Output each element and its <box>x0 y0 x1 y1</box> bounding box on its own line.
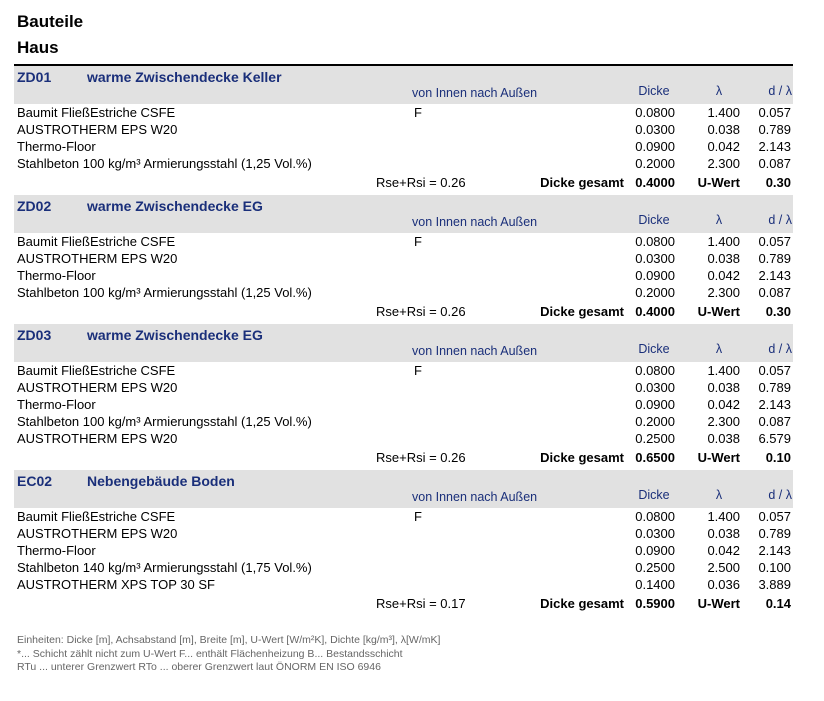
rse-rsi-value: Rse+Rsi = 0.26 <box>376 450 466 465</box>
section-code: ZD02 <box>17 198 52 214</box>
layer-name: Baumit FließEstriche CSFE <box>17 105 176 120</box>
layer-lambda: 1.400 <box>707 363 740 378</box>
rse-rsi-value: Rse+Rsi = 0.17 <box>376 596 466 611</box>
u-wert-value: 0.30 <box>765 304 791 319</box>
section-name: Nebengebäude Boden <box>87 473 235 489</box>
u-wert-label: U-Wert <box>697 450 740 465</box>
footnote-legend: *... Schicht zählt nicht zum U-Wert F... enthält Flächenheizung B... Bestandsschicht <box>17 648 403 660</box>
layer-name: Stahlbeton 140 kg/m³ Armierungsstahl (1,75 Vol.%) <box>17 560 312 575</box>
layer-list <box>14 233 793 301</box>
section-header <box>14 324 793 362</box>
layer-lambda: 0.038 <box>707 380 740 395</box>
layer-list <box>14 362 793 447</box>
layer-dicke: 0.0800 <box>635 363 675 378</box>
column-dicke-header: Dicke <box>638 342 670 356</box>
footnote-norm: RTu ... unterer Grenzwert RTo ... oberer Grenzwert laut ÖNORM EN ISO 6946 <box>17 661 381 673</box>
layer-row <box>14 413 793 430</box>
layer-ratio: 0.789 <box>758 251 791 266</box>
layer-row <box>14 121 793 138</box>
layer-name: Stahlbeton 100 kg/m³ Armierungsstahl (1,25 Vol.%) <box>17 156 312 171</box>
layer-dicke: 0.0300 <box>635 122 675 137</box>
layer-lambda: 2.300 <box>707 285 740 300</box>
layer-name: AUSTROTHERM EPS W20 <box>17 431 178 446</box>
layer-dicke: 0.0300 <box>635 251 675 266</box>
column-dicke-header: Dicke <box>638 84 670 98</box>
section-code: ZD03 <box>17 327 52 343</box>
layer-ratio: 0.087 <box>758 156 791 171</box>
layer-lambda: 0.038 <box>707 431 740 446</box>
layer-ratio: 0.057 <box>758 509 791 524</box>
dicke-gesamt-label: Dicke gesamt <box>540 450 624 465</box>
column-lambda-header: λ <box>715 84 723 98</box>
layer-row <box>14 430 793 447</box>
layer-lambda: 0.038 <box>707 526 740 541</box>
u-wert-label: U-Wert <box>697 175 740 190</box>
layer-name: Baumit FließEstriche CSFE <box>17 234 176 249</box>
layer-dicke: 0.0300 <box>635 526 675 541</box>
section-name: warme Zwischendecke Keller <box>87 69 282 85</box>
column-direction-header: von Innen nach Außen <box>412 490 538 504</box>
dicke-gesamt-value: 0.4000 <box>635 304 675 319</box>
layer-ratio: 0.057 <box>758 234 791 249</box>
column-ratio-header: d / λ <box>768 84 792 98</box>
layer-ratio: 2.143 <box>758 543 791 558</box>
layer-ratio: 0.789 <box>758 380 791 395</box>
layer-lambda: 1.400 <box>707 105 740 120</box>
layer-lambda: 0.042 <box>707 268 740 283</box>
column-lambda-header: λ <box>715 488 723 502</box>
section-header <box>14 66 793 104</box>
column-lambda-header: λ <box>715 213 723 227</box>
layer-lambda: 1.400 <box>707 234 740 249</box>
layer-flag: F <box>414 363 422 378</box>
layer-row <box>14 155 793 172</box>
layer-row <box>14 379 793 396</box>
layer-name: Baumit FließEstriche CSFE <box>17 509 176 524</box>
layer-flag: F <box>414 509 422 524</box>
layer-row <box>14 233 793 250</box>
layer-dicke: 0.2000 <box>635 156 675 171</box>
layer-lambda: 0.042 <box>707 139 740 154</box>
layer-name: Stahlbeton 100 kg/m³ Armierungsstahl (1,25 Vol.%) <box>17 285 312 300</box>
layer-ratio: 2.143 <box>758 139 791 154</box>
layer-row <box>14 362 793 379</box>
layer-ratio: 3.889 <box>758 577 791 592</box>
layer-dicke: 0.2000 <box>635 285 675 300</box>
layer-ratio: 0.100 <box>758 560 791 575</box>
layer-ratio: 0.789 <box>758 526 791 541</box>
section-name: warme Zwischendecke EG <box>87 327 263 343</box>
layer-name: Thermo-Floor <box>17 268 96 283</box>
column-dicke-header: Dicke <box>638 488 670 502</box>
section-name: warme Zwischendecke EG <box>87 198 263 214</box>
layer-row <box>14 542 793 559</box>
layer-list <box>14 508 793 593</box>
layer-lambda: 0.042 <box>707 397 740 412</box>
column-direction-header: von Innen nach Außen <box>412 86 538 100</box>
layer-name: AUSTROTHERM EPS W20 <box>17 251 178 266</box>
layer-lambda: 2.500 <box>707 560 740 575</box>
layer-lambda: 0.038 <box>707 122 740 137</box>
layer-row <box>14 138 793 155</box>
summary-row <box>14 447 793 466</box>
layer-dicke: 0.0900 <box>635 397 675 412</box>
layer-dicke: 0.0900 <box>635 139 675 154</box>
column-lambda-header: λ <box>715 342 723 356</box>
layer-lambda: 1.400 <box>707 509 740 524</box>
layer-lambda: 0.036 <box>707 577 740 592</box>
layer-list <box>14 104 793 172</box>
rse-rsi-value: Rse+Rsi = 0.26 <box>376 175 466 190</box>
document-title: Bauteile <box>17 12 84 31</box>
layer-row <box>14 267 793 284</box>
layer-ratio: 0.057 <box>758 363 791 378</box>
section-zd03 <box>14 324 793 466</box>
layer-row <box>14 104 793 121</box>
layer-name: Thermo-Floor <box>17 397 96 412</box>
column-ratio-header: d / λ <box>768 213 792 227</box>
column-dicke-header: Dicke <box>638 213 670 227</box>
document-subtitle: Haus <box>17 38 59 57</box>
u-wert-value: 0.14 <box>765 596 791 611</box>
layer-ratio: 0.057 <box>758 105 791 120</box>
dicke-gesamt-label: Dicke gesamt <box>540 304 624 319</box>
u-wert-value: 0.10 <box>765 450 791 465</box>
layer-dicke: 0.1400 <box>635 577 675 592</box>
layer-name: Baumit FließEstriche CSFE <box>17 363 176 378</box>
footnote-units: Einheiten: Dicke [m], Achsabstand [m], Breite [m], U-Wert [W/m²K], Dichte [kg/m³], λ[W/mK] <box>17 634 441 646</box>
u-wert-value: 0.30 <box>765 175 791 190</box>
layer-row <box>14 508 793 525</box>
layer-dicke: 0.0300 <box>635 380 675 395</box>
layer-ratio: 2.143 <box>758 397 791 412</box>
layer-name: Stahlbeton 100 kg/m³ Armierungsstahl (1,25 Vol.%) <box>17 414 312 429</box>
section-code: EC02 <box>17 473 53 489</box>
layer-name: Thermo-Floor <box>17 543 96 558</box>
layer-name: AUSTROTHERM EPS W20 <box>17 380 178 395</box>
column-direction-header: von Innen nach Außen <box>412 344 538 358</box>
layer-dicke: 0.0800 <box>635 234 675 249</box>
layer-ratio: 0.087 <box>758 414 791 429</box>
rse-rsi-value: Rse+Rsi = 0.26 <box>376 304 466 319</box>
layer-name: Thermo-Floor <box>17 139 96 154</box>
layer-name: AUSTROTHERM XPS TOP 30 SF <box>17 577 215 592</box>
dicke-gesamt-label: Dicke gesamt <box>540 596 624 611</box>
dicke-gesamt-label: Dicke gesamt <box>540 175 624 190</box>
layer-row <box>14 525 793 542</box>
summary-row <box>14 172 793 191</box>
u-wert-label: U-Wert <box>697 596 740 611</box>
layer-row <box>14 576 793 593</box>
section-zd01 <box>14 66 793 191</box>
layer-dicke: 0.0900 <box>635 268 675 283</box>
layer-ratio: 2.143 <box>758 268 791 283</box>
layer-lambda: 2.300 <box>707 156 740 171</box>
summary-row <box>14 301 793 320</box>
layer-ratio: 0.789 <box>758 122 791 137</box>
layer-row <box>14 284 793 301</box>
layer-ratio: 0.087 <box>758 285 791 300</box>
summary-row <box>14 593 793 612</box>
layer-dicke: 0.2500 <box>635 431 675 446</box>
layer-dicke: 0.2500 <box>635 560 675 575</box>
dicke-gesamt-value: 0.6500 <box>635 450 675 465</box>
section-header <box>14 195 793 233</box>
section-code: ZD01 <box>17 69 52 85</box>
column-ratio-header: d / λ <box>768 488 792 502</box>
dicke-gesamt-value: 0.4000 <box>635 175 675 190</box>
layer-dicke: 0.0800 <box>635 509 675 524</box>
layer-dicke: 0.0800 <box>635 105 675 120</box>
layer-lambda: 0.042 <box>707 543 740 558</box>
layer-ratio: 6.579 <box>758 431 791 446</box>
layer-name: AUSTROTHERM EPS W20 <box>17 526 178 541</box>
section-ec02 <box>14 470 793 612</box>
section-header <box>14 470 793 508</box>
layer-flag: F <box>414 234 422 249</box>
column-direction-header: von Innen nach Außen <box>412 215 538 229</box>
layer-dicke: 0.2000 <box>635 414 675 429</box>
layer-row <box>14 396 793 413</box>
column-ratio-header: d / λ <box>768 342 792 356</box>
layer-row <box>14 559 793 576</box>
layer-name: AUSTROTHERM EPS W20 <box>17 122 178 137</box>
layer-lambda: 2.300 <box>707 414 740 429</box>
layer-flag: F <box>414 105 422 120</box>
layer-lambda: 0.038 <box>707 251 740 266</box>
u-wert-label: U-Wert <box>697 304 740 319</box>
layer-row <box>14 250 793 267</box>
layer-dicke: 0.0900 <box>635 543 675 558</box>
section-zd02 <box>14 195 793 320</box>
dicke-gesamt-value: 0.5900 <box>635 596 675 611</box>
